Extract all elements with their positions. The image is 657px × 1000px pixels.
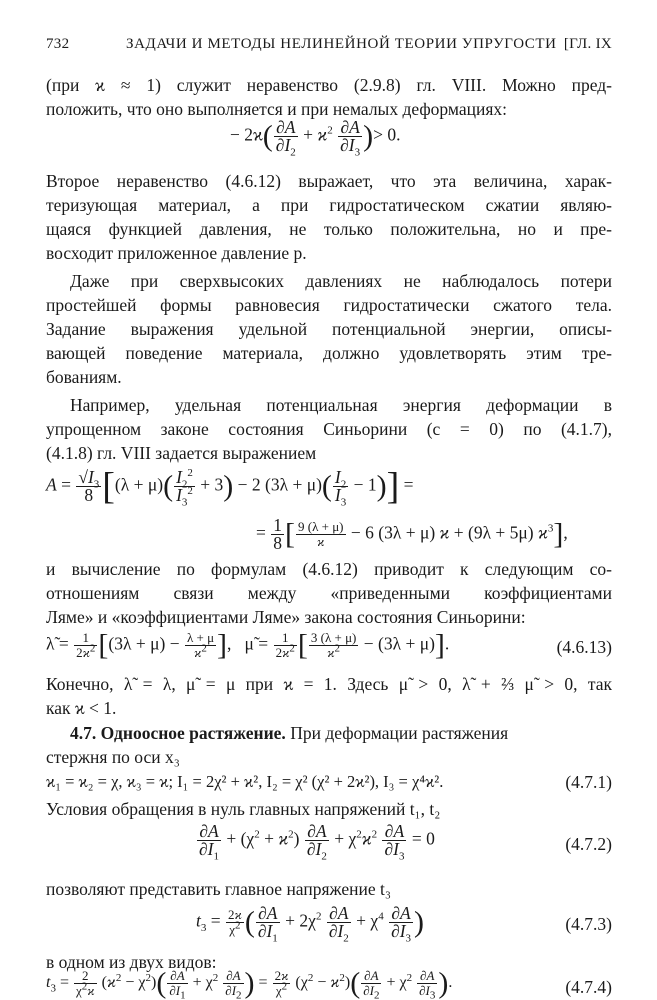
section-title: 4.7. Одноосное растяжение. [70,723,286,743]
equation-4-7-1: ϰ₁ = ϰ₂ = χ, ϰ₃ = ϰ; I₁ = 2χ² + ϰ², I₂ = χ² (χ² + 2ϰ²), I₃ = χ⁴ϰ². [46,772,444,791]
equation-4-7-4: $t_3$ = $\frac{2}{\chi^2ϰ}$ $(ϰ^2 - \chi^2)$( $\frac{\partial A}{\partial I_1}$ + $\chi^2$ $\frac{\partial A}{\partial I_2}$ ) = $\frac{2ϰ}{\chi^2}$ $(\chi^2 - ϰ^2)$( $\frac{\partial A}{\partial I_2}$ + $\chi^2$ $\frac{\partial A}{\partial I_3}$ ). [46,966,453,1000]
text-line: Например, удельная потенциальная энергия деформации в [70,395,612,415]
text-line: положить, что оно выполняется и при немалых деформациях: [46,99,508,119]
equation-inequality: − 2ϰ( $\frac{\partial A}{\partial I_2}$ + $ϰ^2$ $\frac{\partial A}{\partial I_3}$ )> 0. [230,117,401,159]
text-line: и вычисление по формулам (4.6.12) приводит к следующим со- [46,559,612,579]
text-line: восходит приложенное давление p. [46,243,307,263]
text-line: упрощенном законе состояния Синьорини (c = 0) по (4.1.7), [46,419,612,439]
equation-number: (4.7.4) [565,977,612,997]
text-line: простейшей формы равновесия гидростатически сжатого тела. [46,295,612,315]
section-text: При деформации растяжения [290,723,509,743]
equation-number: (4.7.3) [565,914,612,934]
book-page [0,57,657,1000]
equation-4-7-3: $t_3$ = $\frac{2ϰ}{\chi^2}$ ( $\frac{\partial A}{\partial I_1}$ + $2\chi^2$ $\frac{\partial A}{\partial I_2}$ + $\chi^4$ $\frac{\partial A}{\partial I_3}$ ) [196,903,425,945]
text-line: щаяся функцией давления, не только положительна, но и пре- [46,219,612,239]
text-line: (4.1.8) гл. VIII задается выражением [46,443,317,463]
text-line: позволяют представить главное напряжение t₃ [46,879,391,899]
equation-number: (4.7.2) [565,834,612,854]
text-line: в одном из двух видов: [46,952,217,972]
equation-4-6-13: λ̃ = $\frac{1}{2ϰ^2}$ [(3λ + μ) − $\frac{\lambda + \mu}{ϰ^2}$ ], μ̃ = $\frac{1}{2ϰ^2}$ [ $\frac{3 (\lambda + \mu)}{ϰ^2}$ − (3λ + μ)]. [46,628,450,662]
section-heading-line [70,721,612,745]
running-header [46,36,612,56]
page-number: 732 [46,36,70,52]
text-line: Ляме» и «коэффициентами Ляме» закона состояния Синьорини: [46,607,526,627]
text-line: стержня по оси x₃ [46,747,180,767]
text-line: (при ϰ ≈ 1) служит неравенство (2.9.8) гл. VIII. Можно пред- [46,75,612,95]
text-line: Условия обращения в нуль главных напряжений t₁, t₂ [46,799,441,819]
equation-number: (4.7.1) [565,772,612,792]
chapter-label: [ГЛ. IX [563,36,612,52]
equation-energy-line1: A = $\frac{√I_3}{8}$ [(λ + μ)( $\frac{I_2^2}{I_3^2}$ + 3) − 2 (3λ + μ)( $\frac{I_2}{I_3}$ − 1)] = [46,465,414,509]
running-title: ЗАДАЧИ И МЕТОДЫ НЕЛИНЕЙНОЙ ТЕОРИИ УПРУГОСТИ [126,36,557,52]
equation-energy-line2: = $\frac{1}{8}$ [ $\frac{9 (\lambda + \mu)}{ϰ}$ − 6 (3λ + μ) ϰ + (9λ + 5μ) $ϰ^3$], [256,515,568,553]
text-line: Второе неравенство (4.6.12) выражает, что эта величина, харак- [46,171,612,191]
text-line: отношениям связи между «приведенными коэффициентами [46,583,612,603]
equation-4-7-2: $\frac{\partial A}{\partial I_1}$ + $(\chi^2 + ϰ^2)$ $\frac{\partial A}{\partial I_2}$ + $\chi^2ϰ^2$ $\frac{\partial A}{\partial I_3}$ = 0 [199,821,435,863]
text-line: Задание выражения удельной потенциальной энергии, описы- [46,319,612,339]
text-line: Даже при сверхвысоких давлениях не наблюдалось потери [70,271,612,291]
text-line: вающей поведение материала, должно удовлетворять этим тре- [46,343,612,363]
equation-number: (4.6.13) [556,637,612,657]
text-line: как ϰ < 1. [46,698,117,718]
text-line: бованиям. [46,367,122,387]
text-line: Конечно, λ̃ = λ, μ̃ = μ при ϰ = 1. Здесь μ̃ > 0, λ̃ + ⅔ μ̃ > 0, так [46,674,612,694]
text-line: теризующая материал, а при гидростатическом сжатии являю- [46,195,612,215]
